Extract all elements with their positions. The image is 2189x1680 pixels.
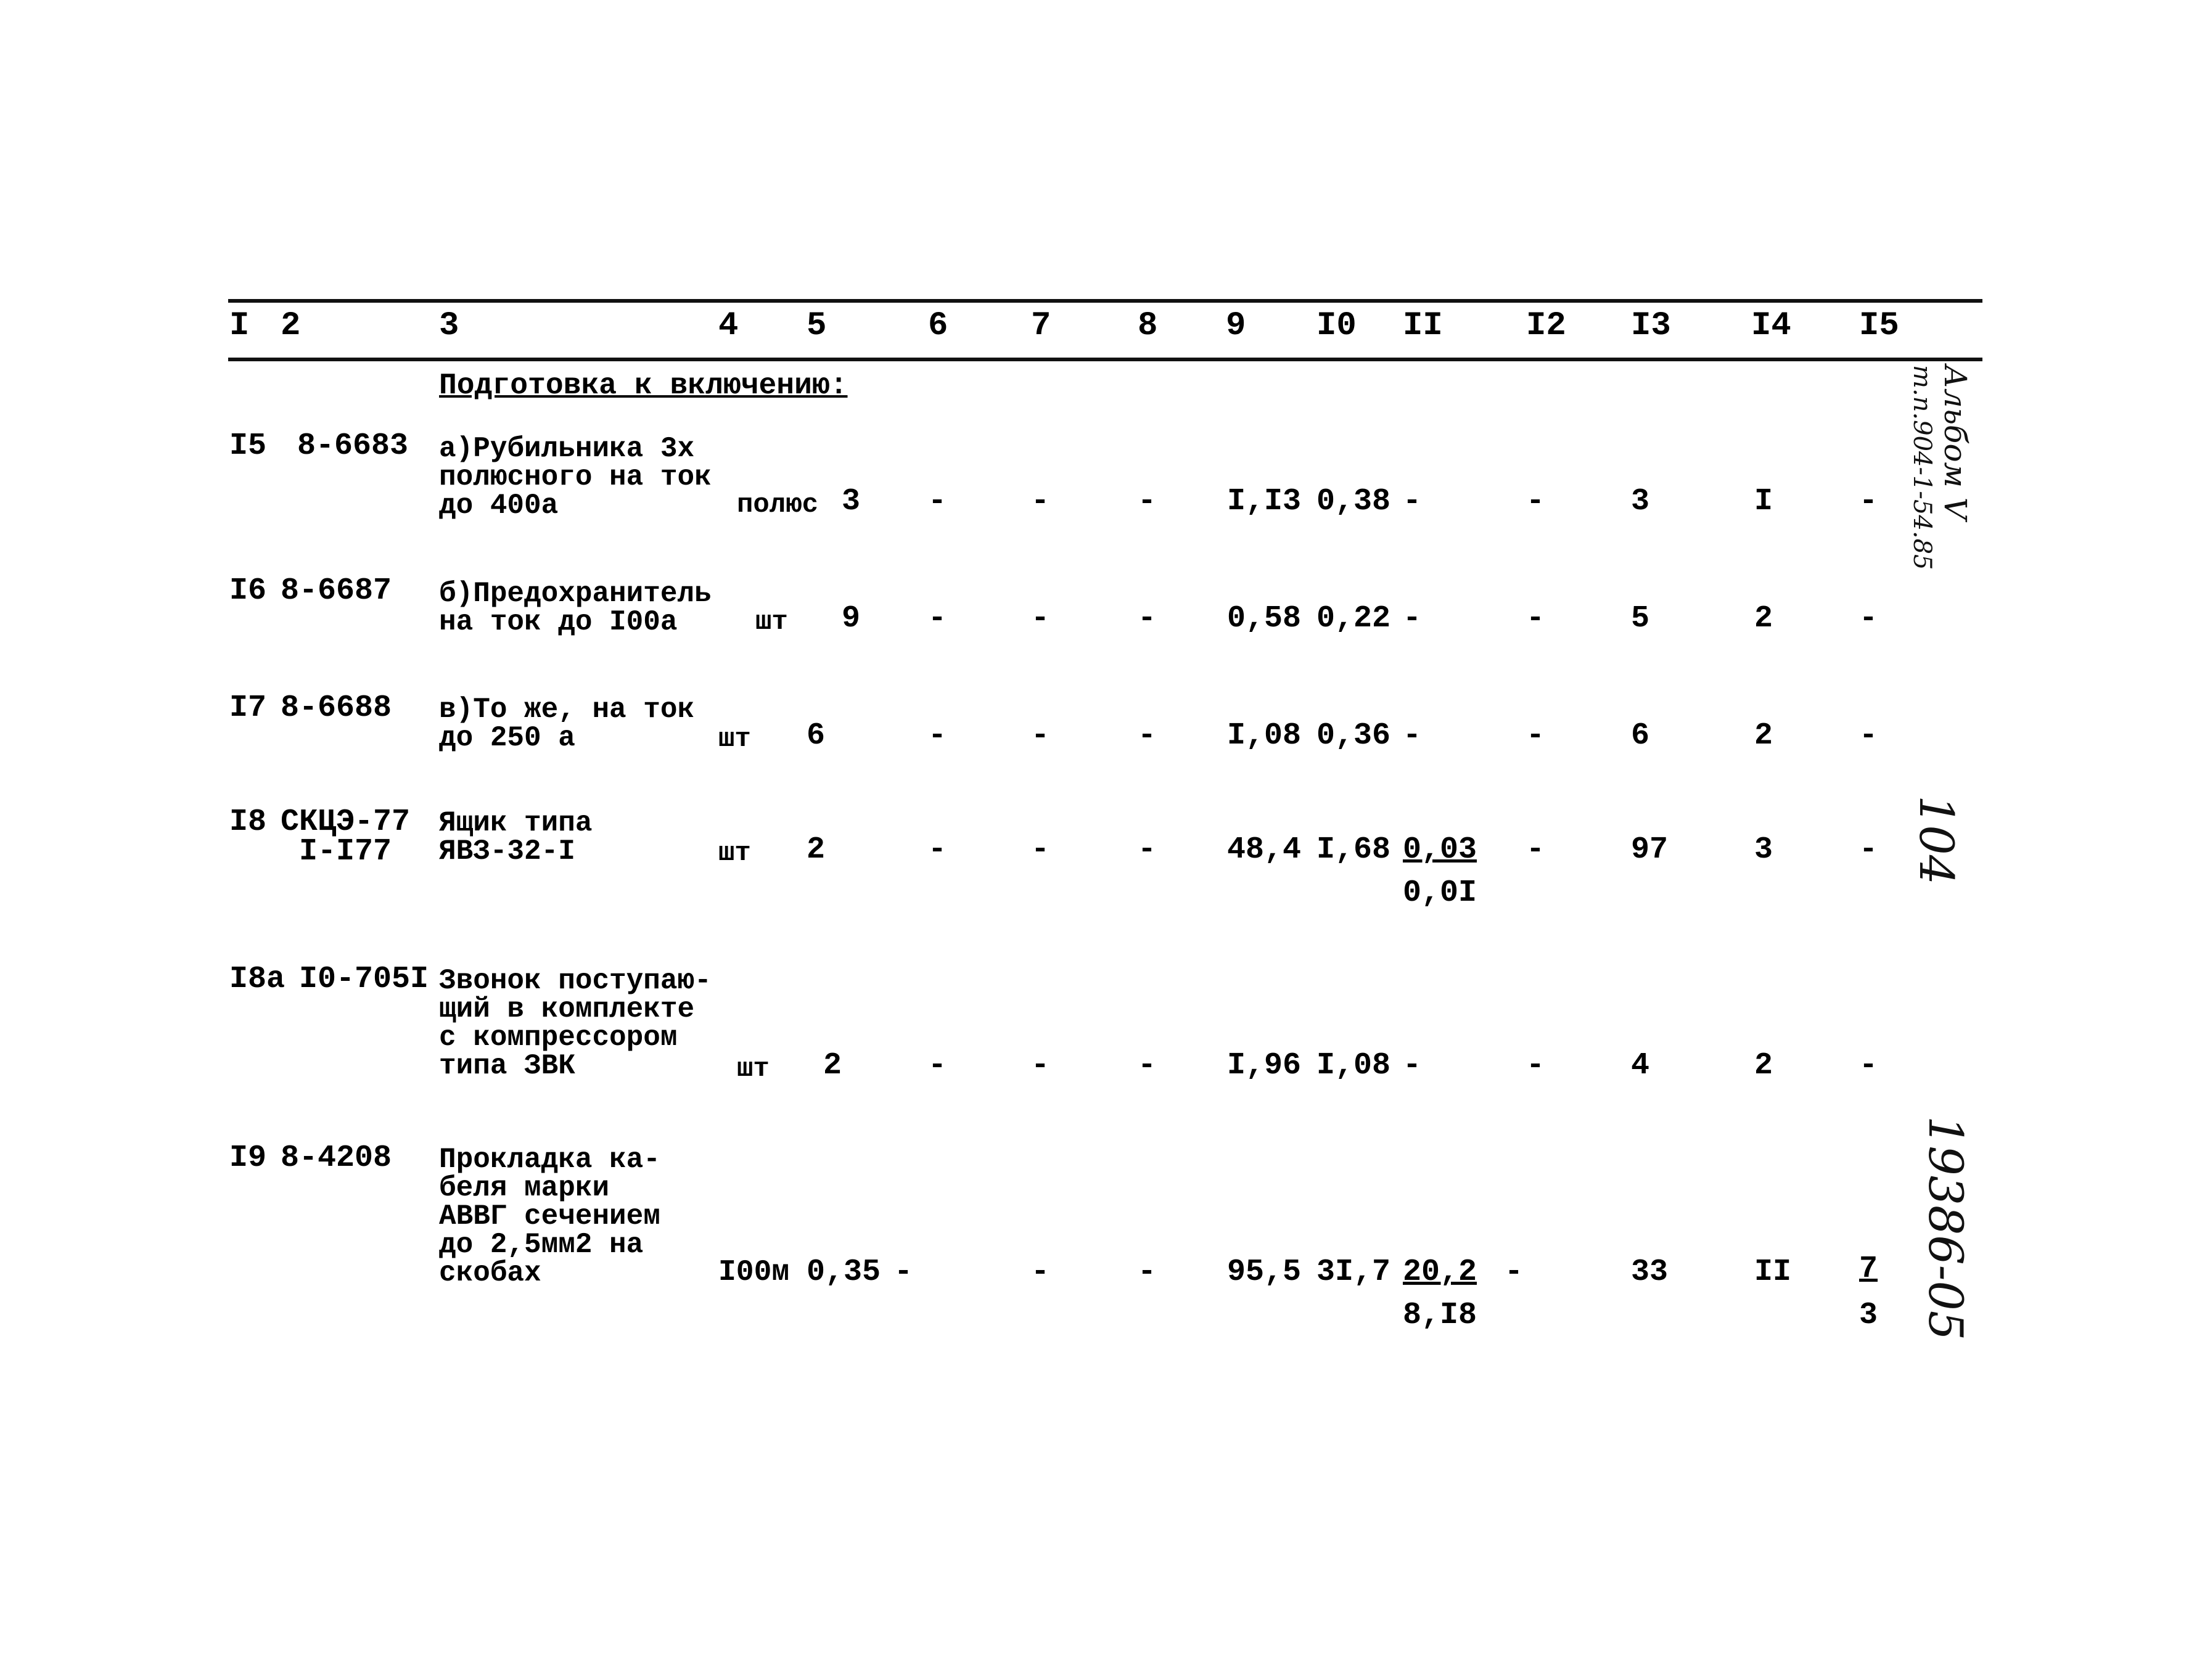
- col-header-13: I3: [1631, 307, 1671, 345]
- row-col15: -: [1859, 601, 1878, 636]
- row-col11-denominator: 8,I8: [1403, 1298, 1477, 1333]
- col-header-5: 5: [807, 307, 827, 345]
- col-header-2: 2: [281, 307, 301, 345]
- row-col14: 3: [1754, 832, 1773, 867]
- margin-note-project: т.п.904-1-54.85: [1908, 365, 1936, 570]
- section-title: Подготовка к включению:: [439, 369, 848, 403]
- row-col15: -: [1859, 718, 1878, 753]
- row-col9: 95,5: [1227, 1255, 1302, 1290]
- row-col6: -: [928, 718, 947, 753]
- row-col11-numerator: 0,03: [1403, 832, 1477, 867]
- row-qty: 2: [807, 832, 826, 867]
- row-col13: 6: [1631, 718, 1650, 753]
- col-header-7: 7: [1031, 307, 1051, 345]
- col-header-6: 6: [928, 307, 948, 345]
- row-col11: -: [1403, 1048, 1422, 1083]
- row-col10: 0,22: [1316, 601, 1391, 636]
- row-unit: шт: [718, 838, 751, 869]
- row-col15: -: [1859, 1048, 1878, 1083]
- row-col14: 2: [1754, 718, 1773, 753]
- row-col8: -: [1138, 1255, 1157, 1290]
- row-code: I0-705I: [299, 962, 429, 997]
- row-col9: 48,4: [1227, 832, 1302, 867]
- row-col10: I,68: [1316, 832, 1391, 867]
- col-header-14: I4: [1751, 307, 1791, 345]
- row-col11: -: [1403, 601, 1422, 636]
- row-code: 8-6688: [281, 690, 392, 726]
- row-description: Прокладка ка- беля марки АВВГ сечением до 2,5мм2 на скобах: [439, 1144, 660, 1289]
- row-col10: 3I,7: [1316, 1255, 1391, 1290]
- row-number: I8а: [229, 962, 285, 997]
- row-description: Звонок поступаю- щий в комплекте с компрессором типа ЗВК: [439, 965, 712, 1082]
- row-qty: 9: [842, 601, 861, 636]
- col-header-9: 9: [1226, 307, 1246, 345]
- row-col7: -: [1031, 1048, 1050, 1083]
- col-header-12: I2: [1526, 307, 1566, 345]
- row-unit: шт: [718, 724, 751, 755]
- row-col7: -: [1031, 1255, 1050, 1290]
- row-qty: 2: [823, 1048, 842, 1083]
- row-col13: 33: [1631, 1255, 1669, 1290]
- col-header-3: 3: [439, 307, 459, 345]
- row-col6: -: [928, 1048, 947, 1083]
- row-description: Ящик типа ЯВЗ-32-I: [439, 807, 593, 867]
- row-unit: шт: [755, 607, 788, 637]
- row-number: I6: [229, 573, 267, 608]
- col-header-10: I0: [1316, 307, 1357, 345]
- row-col12: -: [1526, 718, 1545, 753]
- row-qty: 6: [807, 718, 826, 753]
- row-col8: -: [1138, 832, 1157, 867]
- row-col11-denominator: 0,0I: [1403, 875, 1477, 911]
- row-col8: -: [1138, 718, 1157, 753]
- row-col14: 2: [1754, 601, 1773, 636]
- row-col12: -: [1526, 1048, 1545, 1083]
- row-col8: -: [1138, 1048, 1157, 1083]
- row-col14: 2: [1754, 1048, 1773, 1083]
- row-code: 8-6687: [281, 573, 392, 608]
- row-col6: -: [894, 1255, 913, 1290]
- row-col6: -: [928, 832, 947, 867]
- row-unit: шт: [737, 1054, 770, 1084]
- row-col11: -: [1403, 718, 1422, 753]
- row-number: I9: [229, 1141, 267, 1176]
- row-col12: -: [1526, 484, 1545, 519]
- row-col15: -: [1859, 484, 1878, 519]
- row-code: СКЦЭ-77 I-I77: [281, 805, 411, 869]
- row-col8: -: [1138, 601, 1157, 636]
- row-col14: I: [1754, 484, 1773, 519]
- col-header-8: 8: [1138, 307, 1158, 345]
- row-col9: 0,58: [1227, 601, 1302, 636]
- col-header-4: 4: [718, 307, 739, 345]
- row-col6: -: [928, 601, 947, 636]
- row-col9: I,I3: [1227, 484, 1302, 519]
- row-col7: -: [1031, 718, 1050, 753]
- table-top-rule: [228, 299, 1982, 303]
- row-col12: -: [1526, 832, 1545, 867]
- row-code: 8-6683: [297, 428, 409, 464]
- row-col15-denominator: 3: [1859, 1298, 1878, 1333]
- col-header-1: I: [229, 307, 250, 345]
- row-col10: 0,36: [1316, 718, 1391, 753]
- row-col9: I,08: [1227, 718, 1302, 753]
- row-col11-numerator: 20,2: [1403, 1255, 1477, 1290]
- row-code: 8-4208: [281, 1141, 392, 1176]
- row-unit: I00м: [718, 1256, 790, 1289]
- row-col8: -: [1138, 484, 1157, 519]
- row-unit: полюс: [737, 490, 819, 520]
- row-col7: -: [1031, 484, 1050, 519]
- row-col6: -: [928, 484, 947, 519]
- header-bottom-rule: [228, 358, 1982, 361]
- col-header-15: I5: [1859, 307, 1899, 345]
- row-description: б)Предохранитель на ток до I00а: [439, 578, 712, 638]
- margin-note-code: 19386-05: [1918, 1116, 1973, 1341]
- row-description: а)Рубильника 3х полюсного на ток до 400а: [439, 433, 712, 522]
- margin-note-page: 104: [1909, 795, 1964, 885]
- row-col15: -: [1859, 832, 1878, 867]
- row-col11: -: [1403, 484, 1422, 519]
- row-col15-numerator: 7: [1859, 1252, 1878, 1287]
- row-number: I8: [229, 805, 267, 840]
- row-col14: II: [1754, 1255, 1792, 1290]
- row-col10: I,08: [1316, 1048, 1391, 1083]
- row-col13: 5: [1631, 601, 1650, 636]
- row-description: в)То же, на ток до 250 а: [439, 694, 695, 754]
- margin-note-album: Альбом V: [1937, 365, 1973, 520]
- row-col13: 3: [1631, 484, 1650, 519]
- col-header-11: II: [1403, 307, 1443, 345]
- row-col13: 4: [1631, 1048, 1650, 1083]
- row-col10: 0,38: [1316, 484, 1391, 519]
- row-col13: 97: [1631, 832, 1669, 867]
- row-qty: 0,35: [807, 1255, 881, 1290]
- row-number: I5: [229, 428, 267, 464]
- row-col7: -: [1031, 832, 1050, 867]
- row-col12: -: [1526, 601, 1545, 636]
- row-qty: 3: [842, 484, 861, 519]
- row-col12: -: [1505, 1255, 1524, 1290]
- row-number: I7: [229, 690, 267, 726]
- row-col7: -: [1031, 601, 1050, 636]
- row-col9: I,96: [1227, 1048, 1302, 1083]
